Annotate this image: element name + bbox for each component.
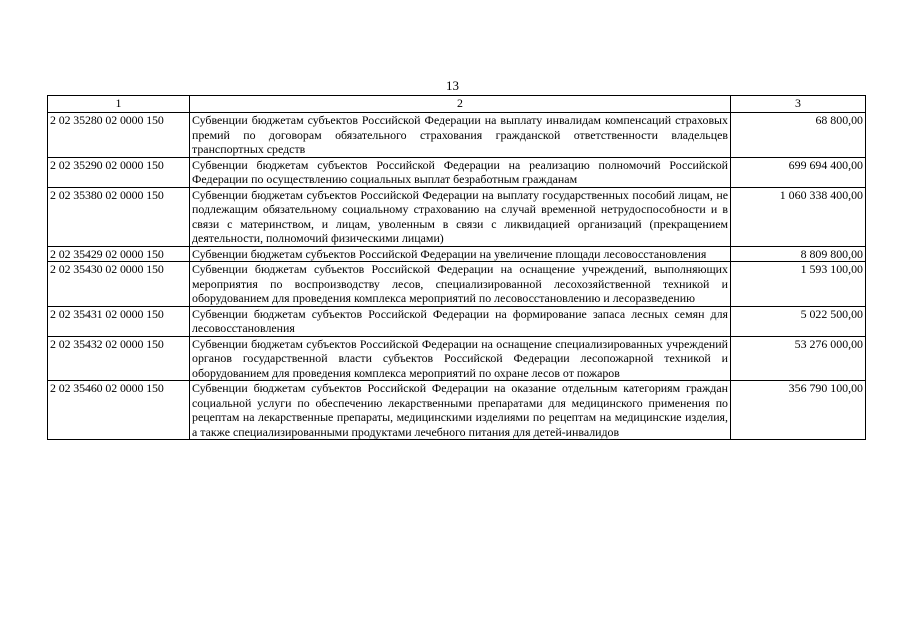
table-row [48, 246, 866, 262]
amount-cell: 356 790 100,00 [731, 381, 866, 440]
budget-code-cell: 2 02 35430 02 0000 150 [48, 262, 190, 307]
budget-code-cell: 2 02 35460 02 0000 150 [48, 381, 190, 440]
description-cell: Субвенции бюджетам субъектов Российской Федерации на выплату инвалидам компенсаций страховых премий по договорам обязательного страхования гражданской ответственности владельцев транспортных средств [190, 113, 731, 158]
amount-cell: 1 593 100,00 [731, 262, 866, 307]
amount-cell: 68 800,00 [731, 113, 866, 158]
column-header-description: 2 [190, 96, 731, 113]
amount-cell: 53 276 000,00 [731, 336, 866, 381]
amount-cell: 1 060 338 400,00 [731, 187, 866, 246]
table-row [48, 157, 866, 187]
description-cell: Субвенции бюджетам субъектов Российской Федерации на оснащение специализированных учреждений органов государственной власти субъектов Российской Федерации лесопожарной техникой и оборудованием для проведения комплекса мероприятий по охране лесов от пожаров [190, 336, 731, 381]
column-header-amount: 3 [731, 96, 866, 113]
description-cell: Субвенции бюджетам субъектов Российской Федерации на реализацию полномочий Российской Федерации по осуществлению социальных выплат безработным гражданам [190, 157, 731, 187]
description-cell: Субвенции бюджетам субъектов Российской Федерации на оснащение учреждений, выполняющих мероприятия по воспроизводству лесов, специализированной лесохозяйственной техникой и оборудованием для проведения комплекса мероприятий по лесовосстановлению и лесоразведению [190, 262, 731, 307]
budget-code-cell: 2 02 35290 02 0000 150 [48, 157, 190, 187]
table-row [48, 336, 866, 381]
budget-code-cell: 2 02 35280 02 0000 150 [48, 113, 190, 158]
budget-table [47, 95, 866, 440]
budget-code-cell: 2 02 35432 02 0000 150 [48, 336, 190, 381]
column-header-code: 1 [48, 96, 190, 113]
table-row [48, 381, 866, 440]
description-cell: Субвенции бюджетам субъектов Российской Федерации на увеличение площади лесовосстановления [190, 246, 731, 262]
amount-cell: 8 809 800,00 [731, 246, 866, 262]
budget-code-cell: 2 02 35429 02 0000 150 [48, 246, 190, 262]
amount-cell: 699 694 400,00 [731, 157, 866, 187]
description-cell: Субвенции бюджетам субъектов Российской Федерации на выплату государственных пособий лицам, не подлежащим обязательному социальному страхованию на случай временной нетрудоспособности и в связи с материнством, и лицам, уволенным в связи с ликвидацией организаций (прекращением деятельности, полномочий физическими лицами) [190, 187, 731, 246]
table-row [48, 187, 866, 246]
budget-code-cell: 2 02 35431 02 0000 150 [48, 306, 190, 336]
page-number: 13 [446, 78, 459, 93]
description-cell: Субвенции бюджетам субъектов Российской Федерации на формирование запаса лесных семян для лесовосстановления [190, 306, 731, 336]
table-row [48, 262, 866, 307]
table-header-row [48, 96, 866, 113]
table-row [48, 113, 866, 158]
budget-code-cell: 2 02 35380 02 0000 150 [48, 187, 190, 246]
table-row [48, 306, 866, 336]
amount-cell: 5 022 500,00 [731, 306, 866, 336]
description-cell: Субвенции бюджетам субъектов Российской Федерации на оказание отдельным категориям граждан социальной услуги по обеспечению лекарственными препаратами для медицинского применения по рецептам на лекарственные препараты, медицинскими изделиями по рецептам на медицинские изделия, а также специализированными продуктами лечебного питания для детей-инвалидов [190, 381, 731, 440]
